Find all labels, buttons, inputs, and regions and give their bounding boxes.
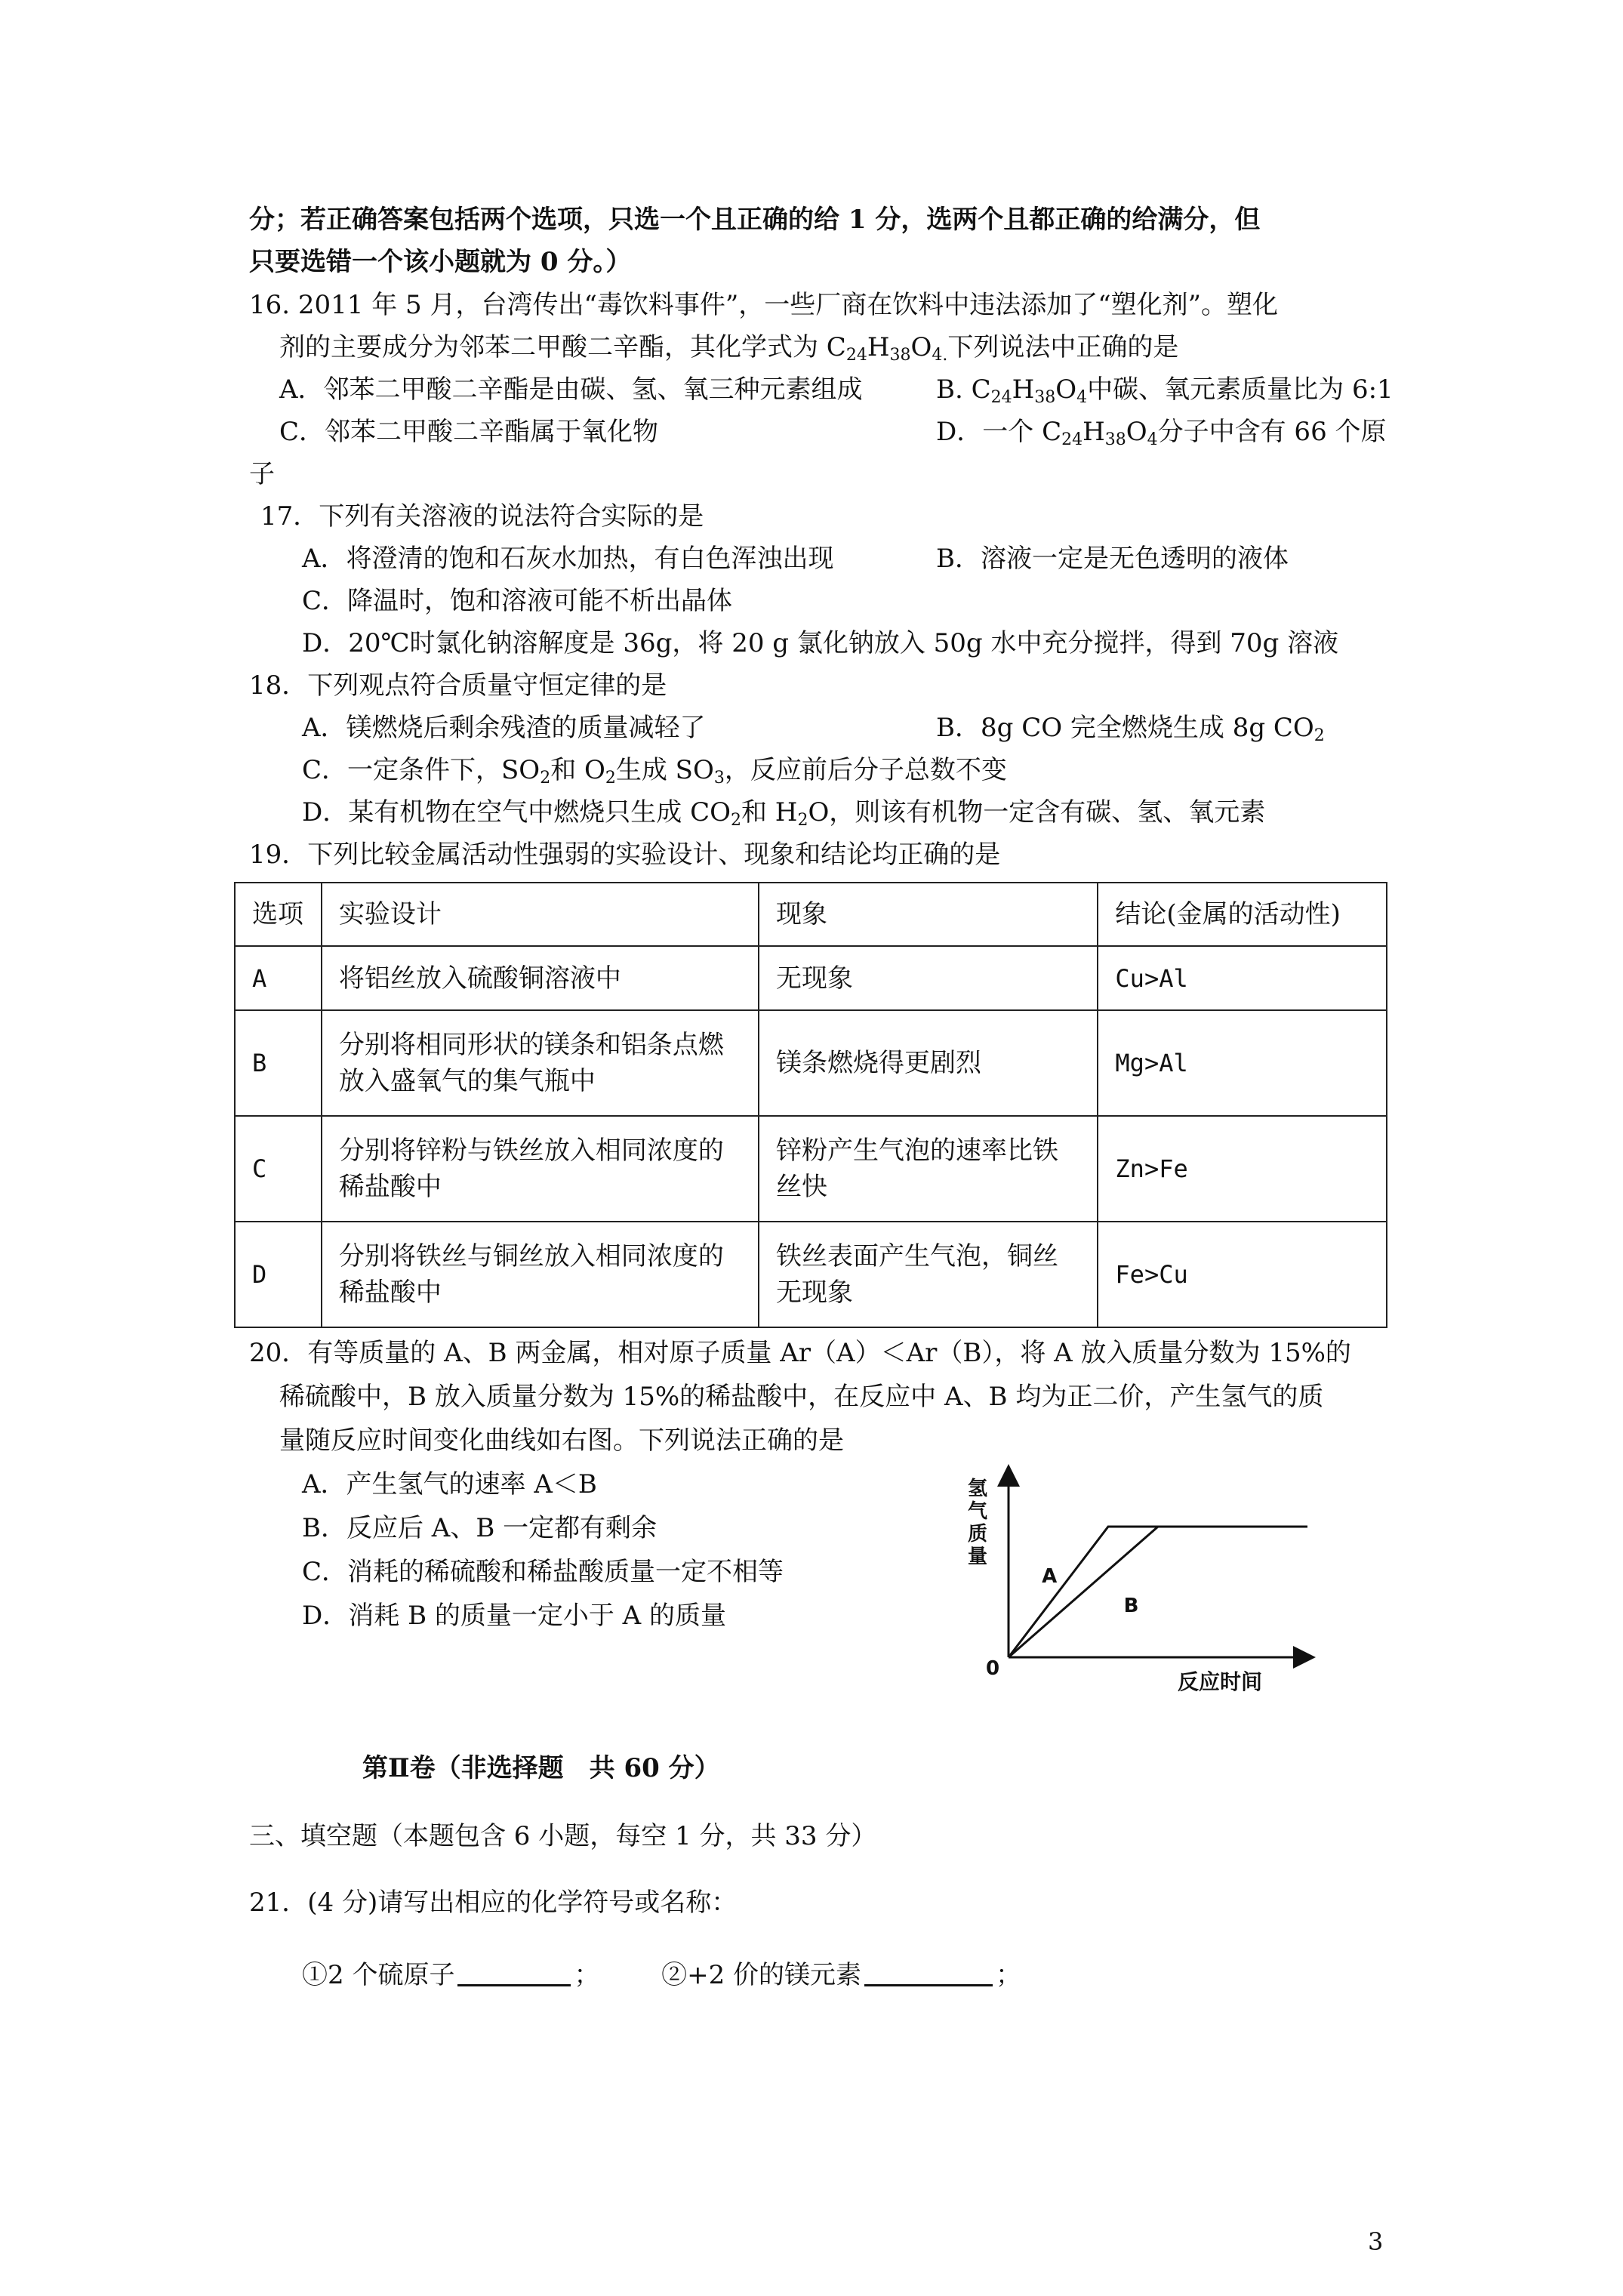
table-cell: D — [235, 1222, 322, 1327]
q16-option-a: A．邻苯二甲酸二辛酯是由碳、氢、氧三种元素组成 — [279, 374, 863, 405]
table-header-cell: 结论(金属的活动性) — [1098, 883, 1387, 946]
table-row — [235, 1116, 1387, 1222]
q18-option-a: A．镁燃烧后剩余残渣的质量减轻了 — [302, 713, 706, 743]
q18-option-c: C．一定条件下，$SO_2$和 $O_2$生成 $SO_3$，反应前后分子总数不变 — [302, 755, 1007, 787]
q20-option-c: C．消耗的稀硫酸和稀盐酸质量一定不相等 — [302, 1557, 784, 1587]
q16-option-b: B. $C_{24}H_{38}O_4$中碳、氧元素质量比为 6:1 — [936, 374, 1394, 407]
q18-stem: 18．下列观点符合质量守恒定律的是 — [249, 670, 667, 701]
answer-blank-1[interactable] — [457, 1962, 571, 1986]
q16-option-d-wrap: 子 — [249, 459, 275, 489]
q20-stem-1: 20．有等质量的 A、B 两金属，相对原子质量 Ar（A）＜Ar（B），将 A 放入质量分数为 15%的 — [249, 1338, 1351, 1368]
q21-stem: 21．(4 分)请写出相应的化学符号或名称： — [249, 1888, 738, 1918]
q21-item-2: ②+2 价的镁元素 — [661, 1960, 862, 1990]
origin-label: 0 — [986, 1657, 1000, 1680]
series-label-b: B — [1123, 1595, 1139, 1618]
table-cell: C — [235, 1116, 322, 1222]
table-cell: Cu>Al — [1098, 946, 1387, 1010]
q21-line — [302, 1957, 1021, 1993]
part-3-heading: 三、填空题（本题包含 6 小题，每空 1 分，共 33 分） — [249, 1821, 877, 1851]
table-cell: 分别将铁丝与铜丝放入相同浓度的稀盐酸中 — [322, 1222, 759, 1327]
table-cell: 无现象 — [759, 946, 1098, 1010]
table-cell: 将铝丝放入硫酸铜溶液中 — [322, 946, 759, 1010]
q17-option-d: D．20℃时氯化钠溶解度是 36g，将 20 g 氯化钠放入 50g 水中充分搅拌，得到 70g 溶液 — [302, 628, 1339, 658]
table-row — [235, 1010, 1387, 1116]
table-cell: 镁条燃烧得更剧烈 — [759, 1010, 1098, 1116]
table-cell: 分别将锌粉与铁丝放入相同浓度的稀盐酸中 — [322, 1116, 759, 1222]
q20-stem-3: 量随反应时间变化曲线如右图。下列说法正确的是 — [279, 1425, 844, 1456]
table-cell: B — [235, 1010, 322, 1116]
section-2-title: 第Ⅱ卷（非选择题 共 60 分） — [362, 1753, 720, 1783]
table-header-cell: 现象 — [759, 883, 1098, 946]
q21-item-1: ①2 个硫原子 — [302, 1960, 455, 1990]
q20-option-a: A．产生氢气的速率 A＜B — [302, 1469, 597, 1499]
q18-option-d: D．某有机物在空气中燃烧只生成 $CO_2$和 $H_2O$，则该有机物一定含有碳、氢、氧元素 — [302, 797, 1266, 830]
table-row — [235, 946, 1387, 1010]
answer-blank-2[interactable] — [864, 1962, 993, 1986]
q17-option-a: A．将澄清的饱和石灰水加热，有白色浑浊出现 — [302, 544, 834, 574]
table-cell: Fe>Cu — [1098, 1222, 1387, 1327]
x-axis-label: 反应时间 — [1178, 1669, 1263, 1694]
q20-option-d: D．消耗 B 的质量一定小于 A 的质量 — [302, 1601, 727, 1631]
q17-option-c: C．降温时，饱和溶液可能不析出晶体 — [302, 586, 733, 616]
q16-stem-2: 剂的主要成分为邻苯二甲酸二辛酯，其化学式为 $C_{24}H_{38}O_{4.}$下列说法中正确的是 — [279, 332, 1179, 365]
q18-option-b: B．8g CO 完全燃烧生成 8g $CO_2$ — [936, 713, 1325, 745]
q17-option-b: B．溶液一定是无色透明的液体 — [936, 544, 1289, 574]
series-layer — [1009, 1527, 1307, 1657]
q21-separator-2: ； — [996, 1960, 1022, 1990]
table-row — [235, 1222, 1387, 1327]
q16-stem-1: 16. 2011 年 5 月，台湾传出“毒饮料事件”，一些厂商在饮料中违法添加了“塑化剂”。塑化 — [249, 290, 1278, 320]
table-cell: Mg>Al — [1098, 1010, 1387, 1116]
series-line-a — [1009, 1527, 1307, 1657]
table-cell: Zn>Fe — [1098, 1116, 1387, 1222]
table-cell: A — [235, 946, 322, 1010]
q16-option-c: C．邻苯二甲酸二辛酯属于氧化物 — [279, 417, 659, 447]
intro-line-2: 只要选错一个该小题就为 0 分。） — [249, 247, 632, 277]
table-cell: 分别将相同形状的镁条和铝条点燃放入盛氧气的集气瓶中 — [322, 1010, 759, 1116]
q21-separator-1: ； — [574, 1960, 600, 1990]
table-cell: 锌粉产生气泡的速率比铁丝快 — [759, 1116, 1098, 1222]
q19-stem: 19．下列比较金属活动性强弱的实验设计、现象和结论均正确的是 — [249, 840, 1001, 870]
q16-option-d: D．一个 $C_{24}H_{38}O_4$分子中含有 66 个原 — [936, 417, 1387, 449]
series-label-a: A — [1042, 1564, 1058, 1588]
table-header-cell: 选项 — [235, 883, 322, 946]
q19-table — [234, 882, 1387, 1328]
intro-line-1: 分；若正确答案包括两个选项，只选一个且正确的给 1 分，选两个且都正确的给满分，但 — [249, 205, 1261, 235]
q20-option-b: B．反应后 A、B 一定都有剩余 — [302, 1513, 658, 1543]
series-line-b — [1009, 1527, 1307, 1657]
q17-stem: 17．下列有关溶液的说法符合实际的是 — [260, 501, 704, 532]
table-header-row — [235, 883, 1387, 946]
table-header-cell: 实验设计 — [322, 883, 759, 946]
y-axis-label: 氢气质量 — [968, 1478, 988, 1568]
q20-stem-2: 稀硫酸中，B 放入质量分数为 15%的稀盐酸中，在反应中 A、B 均为正二价，产生氢气的质 — [279, 1382, 1324, 1412]
table-cell: 铁丝表面产生气泡，铜丝无现象 — [759, 1222, 1098, 1327]
hydrogen-mass-chart — [959, 1457, 1321, 1699]
page-number: 3 — [1368, 2227, 1384, 2256]
